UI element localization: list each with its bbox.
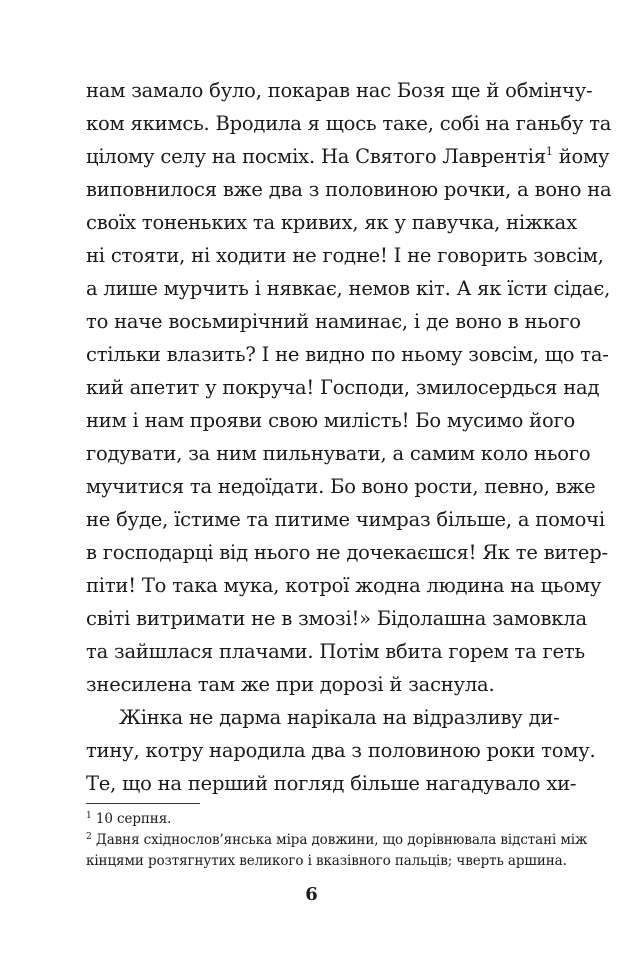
footnote-mark: 2 [86,832,92,842]
text-line: кий апетит у покруча! Господи, змилосердься над [86,376,600,399]
text-fragment: цілому селу на посміх. На Святого Лаврентія [86,145,546,168]
footnote-divider [86,803,200,804]
text-line: світі витримати не в змозі!» Бідолашна замовкла [86,607,587,630]
footnote-text: 10 серпня. [95,811,172,827]
text-line: ком якимсь. Вродила я щось таке, собі на ганьбу та [86,112,612,135]
text-line: а лише мурчить і нявкає, немов кіт. А як їсти сідає, [86,277,611,300]
text-line: нам замало було, покарав нас Бозя ще й обмінчу- [86,79,593,102]
page-number: 6 [305,884,318,905]
footnote-2 [86,830,587,851]
text-line: та зайшлася плачами. Потім вбита горем та геть [86,640,585,663]
text-fragment: йому [558,145,610,168]
text-line: своїх тоненьких та кривих, як у павучка, ніжках [86,211,577,234]
text-line: ні стояти, ні ходити не годне! І не говорить зовсім, [86,244,604,267]
text-line: знесилена там же при дорозі й заснула. [86,673,495,696]
text-line: стільки влазить? І не видно по ньому зовсім, що та- [86,343,609,366]
footnote-1 [86,809,171,830]
text-line [86,140,610,173]
text-line: в господарці від нього не дочекаєшся! Як те витер- [86,541,608,564]
text-line: виповнилося вже два з половиною рочки, а воно на [86,178,612,201]
text-line: Жінка не дарма нарікала на відразливу ди- [119,706,560,729]
footnote-ref-1: 1 [545,145,553,158]
footnote-text: Давня східнослов’янська міра довжини, що дорівнювала відстані між [95,832,588,848]
text-line: то наче восьмирічний наминає, і де воно в нього [86,310,581,333]
text-line: піти! То така мука, котрої жодна людина на цьому [86,574,602,597]
text-line: годувати, за ним пильнувати, а самим коло нього [86,442,591,465]
text-line: мучитися та недоїдати. Бо воно рости, певно, вже [86,475,596,498]
text-line: не буде, їстиме та питиме чимраз більше, а помочі [86,508,605,531]
footnote-2-cont: кінцями розтягнутих великого і вказівного пальців; чверть аршина. [86,853,567,869]
text-line: тину, котру народила два з половиною роки тому. [86,739,596,762]
text-line: Те, що на перший погляд більше нагадувало хи- [86,772,577,795]
footnote-mark: 1 [86,811,92,821]
text-line: ним і нам прояви свою милість! Бо мусимо його [86,409,576,432]
